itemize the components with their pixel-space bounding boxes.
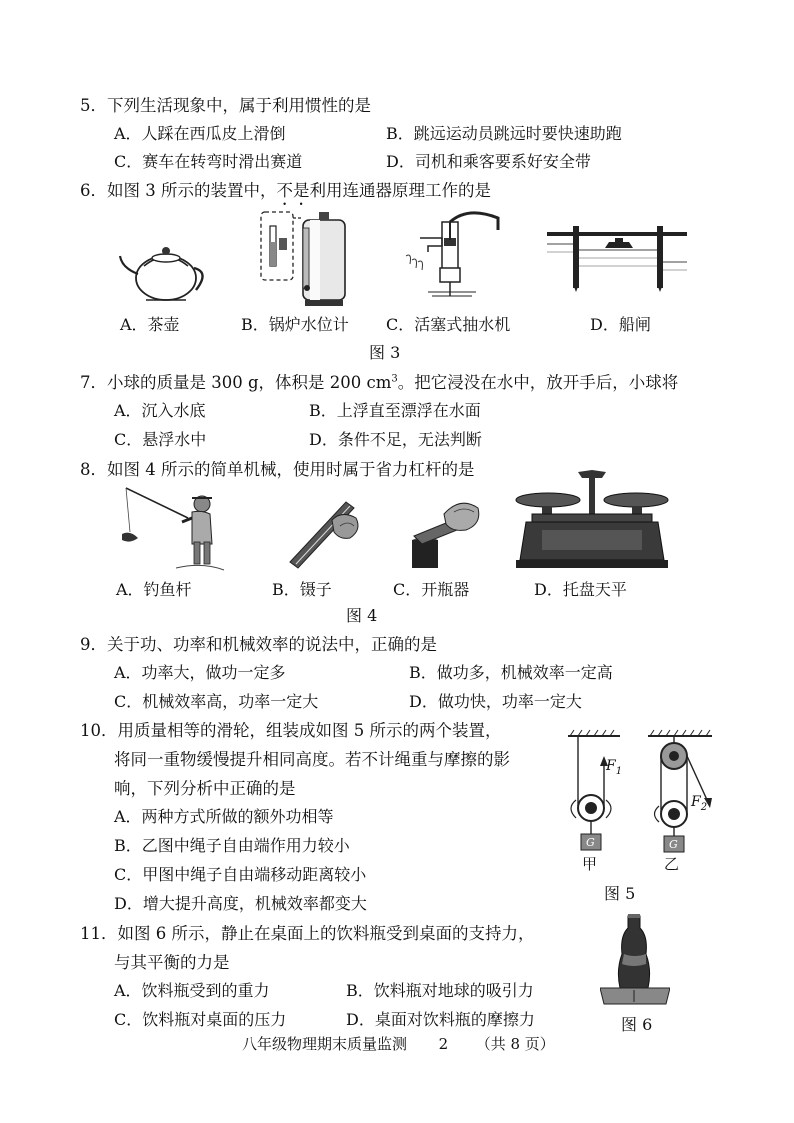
tweezers-illustration (282, 490, 372, 572)
q8-stem: 8．如图 4 所示的简单机械，使用时属于省力杠杆的是 (80, 460, 475, 479)
q7-option-c: C．悬浮水中 (114, 430, 207, 449)
q5-option-c: C．赛车在转弯时滑出赛道 (114, 152, 303, 171)
q8-option-d: D．托盘天平 (534, 580, 627, 599)
q10-option-a: A．两种方式所做的额外功相等 (114, 807, 334, 826)
footer-page-number: 2 (438, 1035, 449, 1053)
q9-stem: 9．关于功、功率和机械效率的说法中，正确的是 (80, 635, 437, 654)
boiler-gauge-illustration (255, 208, 360, 310)
footer (242, 1033, 555, 1054)
q11-line2: 与其平衡的力是 (114, 953, 230, 972)
weight-g-label-yi: G (669, 838, 678, 851)
weight-g-label-jia: G (586, 836, 595, 849)
q9-option-b: B．做功多，机械效率一定高 (409, 663, 613, 682)
ship-lock-illustration (545, 222, 690, 294)
q10-option-d: D．增大提升高度，机械效率都变大 (114, 894, 367, 913)
q11-option-d: D．桌面对饮料瓶的摩擦力 (346, 1010, 535, 1029)
q6-option-a: A．茶壶 (120, 315, 180, 334)
fishing-rod-illustration (116, 482, 226, 574)
q10-option-c: C．甲图中绳子自由端移动距离较小 (114, 865, 367, 884)
footer-title: 八年级物理期末质量监测 (242, 1035, 408, 1053)
q8-option-a: A．钓鱼杆 (116, 580, 192, 599)
q10-line3: 响，下列分析中正确的是 (114, 779, 296, 798)
q9-option-a: A．功率大，做功一定多 (114, 663, 286, 682)
q11-option-a: A．饮料瓶受到的重力 (114, 981, 270, 1000)
q5-option-b: B．跳远运动员跳远时要快速助跑 (386, 124, 622, 143)
bottle-on-table-illustration (600, 914, 670, 1006)
q5-stem: 5．下列生活现象中，属于利用惯性的是 (80, 96, 371, 115)
q9-option-c: C．机械效率高，功率一定大 (114, 692, 319, 711)
teapot-illustration (114, 228, 214, 308)
pulley-label-yi: 乙 (664, 855, 680, 873)
figure-4-caption: 图 4 (346, 606, 378, 625)
q6-option-b: B．锅炉水位计 (241, 315, 349, 334)
q6-option-d: D．船闸 (590, 315, 651, 334)
footer-total-pages: （共 8 页） (475, 1035, 555, 1053)
q7-stem-pre: 7．小球的质量是 300 g，体积是 200 cm (80, 373, 392, 392)
piston-pump-illustration (398, 208, 510, 300)
q5-option-d: D．司机和乘客要系好安全带 (386, 152, 591, 171)
force-f2-label: $F_2$ (691, 794, 708, 813)
q6-stem-post: 利用连通器原理工作的是 (309, 181, 491, 200)
figure-5-caption: 图 5 (604, 884, 636, 903)
q7-option-b: B．上浮直至漂浮在水面 (309, 401, 481, 420)
q11-option-b: B．饮料瓶对地球的吸引力 (346, 981, 534, 1000)
q9-option-d: D．做功快，功率一定大 (409, 692, 582, 711)
q11-option-c: C．饮料瓶对桌面的压力 (114, 1010, 287, 1029)
q5-option-a: A．人踩在西瓜皮上滑倒 (114, 124, 286, 143)
q10-line1: 10．用质量相等的滑轮，组装成如图 5 所示的两个装置， (80, 721, 502, 740)
q10-line2: 将同一重物缓慢提升相同高度。若不计绳重与摩擦的影 (114, 750, 510, 769)
figure-3-caption: 图 3 (369, 343, 401, 362)
q7-option-a: A．沉入水底 (114, 401, 206, 420)
pulley-label-jia: 甲 (582, 855, 598, 873)
q8-option-c: C．开瓶器 (393, 580, 470, 599)
balance-scale-illustration (512, 464, 672, 572)
bottle-opener-illustration (408, 494, 482, 570)
q7-stem-post: 。把它浸没在水中，放开手后，小球将 (397, 373, 679, 392)
q6-stem-pre: 6．如图 3 所示的装置中， (80, 181, 277, 200)
q10-option-b: B．乙图中绳子自由端作用力较小 (114, 836, 350, 855)
q7-stem-sup: 3 (391, 373, 398, 385)
q6-stem-emphasis: 不是 (276, 181, 310, 200)
q7-stem (80, 369, 678, 393)
q6-stem (80, 177, 491, 209)
q11-line1: 11．如图 6 所示，静止在桌面上的饮料瓶受到桌面的支持力， (80, 924, 535, 943)
figure-6-caption: 图 6 (621, 1015, 653, 1034)
q8-option-b: B．镊子 (272, 580, 332, 599)
force-f1-label: $F_1$ (606, 758, 623, 777)
q6-option-c: C．活塞式抽水机 (386, 315, 511, 334)
q7-option-d: D．条件不足，无法判断 (309, 430, 482, 449)
